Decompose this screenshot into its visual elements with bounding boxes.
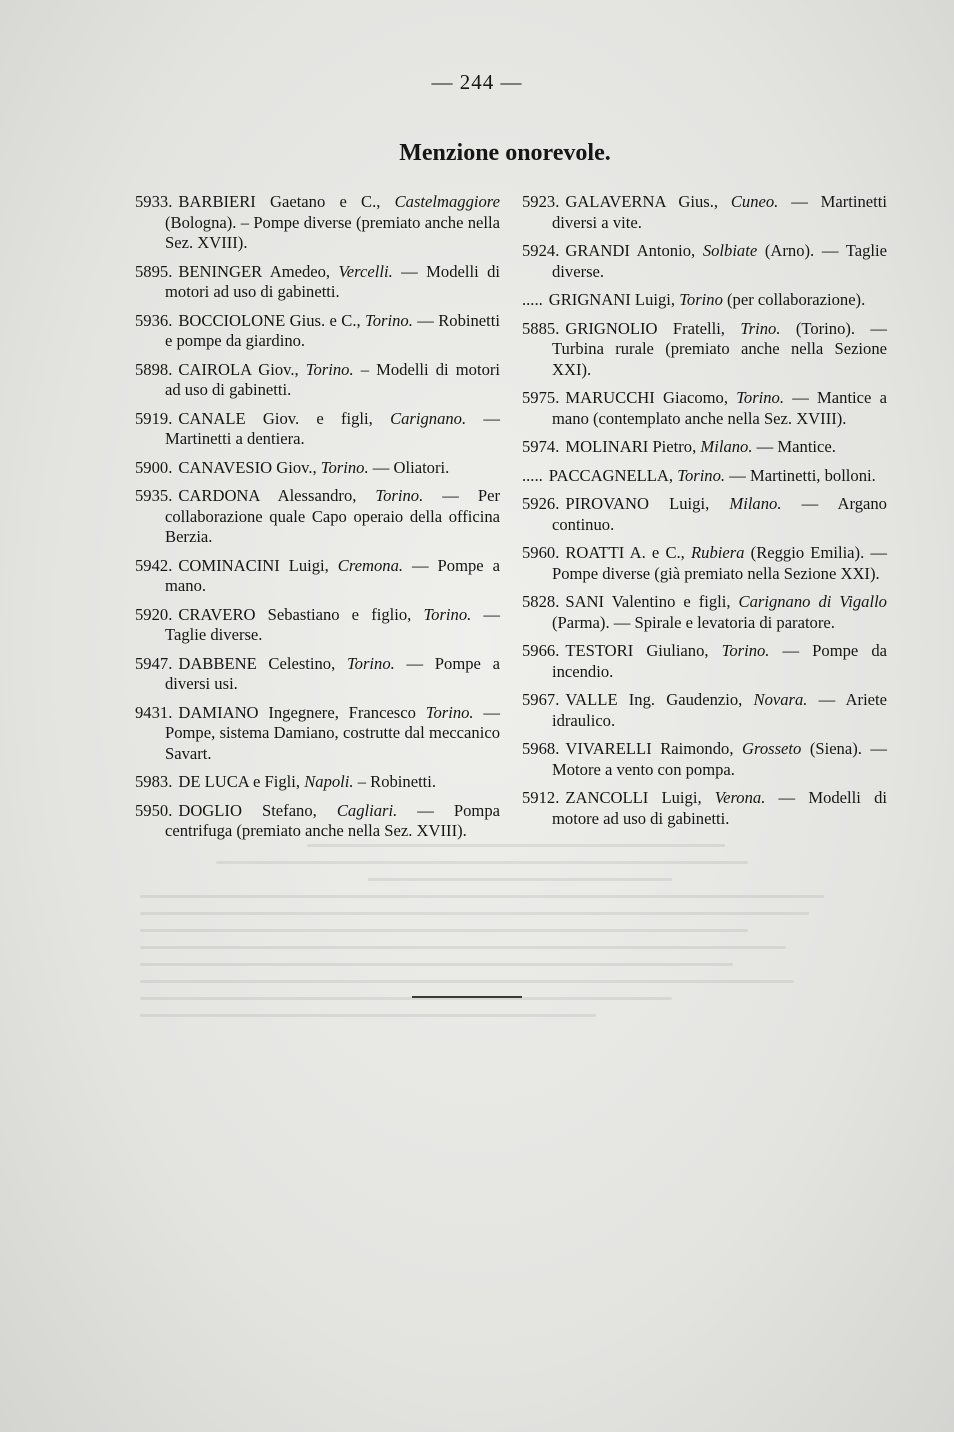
- list-entry: [522, 739, 887, 780]
- entry-number: 5926.: [522, 494, 560, 513]
- exhibitor-city: Torino.: [346, 653, 395, 673]
- exhibitor-name: TESTORI Giuliano,: [565, 641, 709, 660]
- exhibitor-name: GALAVERNA Gius.,: [565, 192, 719, 211]
- entry-number: 5967.: [522, 690, 560, 709]
- list-entry: [135, 311, 500, 352]
- exhibitor-city: Napoli.: [304, 772, 354, 791]
- exhibitor-name: PIROVANO Luigi,: [565, 494, 710, 513]
- entry-description: — Mantice.: [756, 437, 836, 456]
- list-entry: [522, 192, 887, 233]
- exhibitor-name: PACCAGNELLA,: [548, 465, 674, 485]
- exhibitor-city: Milano.: [700, 437, 753, 456]
- list-entry: [135, 192, 500, 254]
- list-entry: [135, 556, 500, 597]
- exhibitor-city: Torino.: [425, 702, 474, 722]
- entry-description: — Martinetti diversi a vite.: [552, 192, 887, 232]
- exhibitor-city: Torino.: [375, 486, 424, 505]
- entry-description: (Reggio Emilia). — Pompe diverse (già premiato nella Sezione XXI).: [552, 543, 887, 583]
- list-entry: [522, 690, 887, 731]
- entry-number: 5983.: [135, 772, 173, 791]
- list-entry: [522, 494, 887, 535]
- exhibitor-name: MOLINARI Pietro,: [565, 437, 697, 456]
- entry-description: (Bologna). – Pompe diverse (premiato anche nella Sez. XVIII).: [165, 212, 500, 252]
- list-entry: [135, 654, 500, 695]
- entry-description: — Pompe, sistema Damiano, costrutte dal meccanico Savart.: [165, 702, 500, 763]
- exhibitor-name: CARDONA Alessandro,: [178, 486, 357, 505]
- entry-description: — Martinetti, bolloni.: [729, 465, 876, 485]
- exhibitor-name: CANALE Giov. e figli,: [178, 408, 373, 428]
- entry-description: — Argano continuo.: [552, 494, 887, 534]
- list-entry: [135, 801, 500, 842]
- entry-number: 5885.: [522, 318, 560, 338]
- list-entry: [522, 788, 887, 829]
- exhibitor-name: SANI Valentino e figli,: [565, 592, 731, 611]
- exhibitor-name: BARBIERI Gaetano e C.,: [178, 192, 381, 211]
- exhibitor-city: Torino.: [736, 388, 784, 407]
- entry-number: 5936.: [135, 310, 173, 330]
- bleed-through-text: [140, 830, 900, 1250]
- exhibitor-city: Torino.: [721, 641, 770, 660]
- entry-number: 5920.: [135, 604, 173, 624]
- exhibitor-city: Cremona.: [337, 555, 404, 575]
- exhibitor-city: Solbiate: [702, 241, 758, 260]
- entry-number: 5919.: [135, 408, 173, 428]
- entry-number: 5895.: [135, 261, 173, 281]
- entry-description: — Per collaborazione quale Capo operaio della officina Berzia.: [165, 486, 500, 546]
- exhibitor-city: Torino.: [423, 604, 472, 624]
- exhibitor-city: Torino: [679, 290, 723, 309]
- section-heading: Menzione onorevole.: [399, 140, 611, 166]
- entry-description: — Pompe a diversi usi.: [165, 653, 500, 693]
- exhibitor-city: Castelmaggiore: [394, 192, 500, 211]
- exhibitor-name: VALLE Ing. Gaudenzio,: [565, 690, 743, 709]
- entry-number: 5924.: [522, 241, 560, 260]
- list-entry: [522, 641, 887, 682]
- list-entry: [135, 409, 500, 450]
- right-column: [522, 192, 887, 837]
- exhibitor-name: DE LUCA e Figli,: [178, 772, 301, 791]
- exhibitor-name: GRANDI Antonio,: [565, 241, 696, 260]
- exhibitor-name: ZANCOLLI Luigi,: [565, 788, 702, 807]
- exhibitor-name: DOGLIO Stefano,: [178, 800, 317, 820]
- list-entry: [522, 466, 887, 487]
- exhibitor-city: Verona.: [714, 788, 766, 807]
- exhibitor-name: COMINACINI Luigi,: [178, 555, 329, 575]
- horizontal-rule: [412, 996, 522, 998]
- list-entry: [522, 290, 887, 311]
- exhibitor-city: Grosseto: [742, 739, 802, 758]
- entry-number: 5942.: [135, 555, 173, 575]
- list-entry: [135, 703, 500, 765]
- entry-description: (Siena). — Motore a vento con pompa.: [552, 739, 887, 779]
- exhibitor-name: CRAVERO Sebastiano e figlio,: [178, 604, 412, 624]
- entry-number: 5974.: [522, 437, 560, 456]
- list-entry: [135, 772, 500, 793]
- entry-description: – Modelli di motori ad uso di gabinetti.: [165, 359, 501, 399]
- entry-number: 9431.: [135, 702, 173, 722]
- list-entry: [522, 241, 887, 282]
- exhibitor-city: Trino.: [740, 318, 781, 338]
- exhibitor-city: Torino.: [320, 457, 369, 477]
- entry-description: (Parma). — Spirale e levatoria di paratore.: [552, 612, 835, 632]
- entry-description: (per collaborazione).: [727, 290, 866, 309]
- entry-description: — Pompe da incendio.: [552, 641, 888, 681]
- entry-number: 5923.: [522, 192, 560, 211]
- list-entry: [135, 360, 500, 401]
- entry-description: — Pompa centrifuga (premiato anche nella Sez. XVIII).: [165, 800, 500, 840]
- entry-number: 5828.: [522, 592, 560, 611]
- exhibitor-city: Vercelli.: [338, 261, 393, 281]
- exhibitor-city: Milano.: [729, 494, 782, 513]
- list-entry: [135, 605, 500, 646]
- entry-description: — Oliatori.: [372, 457, 450, 477]
- entry-description: — Mantice a mano (contemplato anche nella Sez. XVIII).: [552, 388, 887, 428]
- entry-number: 5947.: [135, 653, 173, 673]
- exhibitor-city: Torino.: [305, 359, 354, 379]
- exhibitor-name: GRIGNOLIO Fratelli,: [565, 318, 725, 338]
- list-entry: [522, 543, 887, 584]
- entry-number: 5968.: [522, 739, 560, 758]
- entry-description: — Pompe a mano.: [165, 555, 500, 595]
- list-entry: [135, 458, 500, 479]
- exhibitor-name: CANAVESIO Giov.,: [178, 457, 317, 477]
- entry-number: 5935.: [135, 486, 173, 505]
- entry-description: — Ariete idraulico.: [552, 690, 888, 730]
- entry-number: 5950.: [135, 800, 173, 820]
- exhibitor-name: DAMIANO Ingegnere, Francesco: [178, 702, 416, 722]
- exhibitor-city: Carignano.: [390, 408, 467, 428]
- entry-number: 5912.: [522, 788, 560, 807]
- exhibitor-name: DABBENE Celestino,: [178, 653, 336, 673]
- entry-description: — Robinetti e pompe da giardino.: [165, 310, 500, 350]
- exhibitor-name: VIVARELLI Raimondo,: [565, 739, 734, 758]
- exhibitor-city: Cagliari.: [336, 800, 398, 820]
- entry-description: – Robinetti.: [357, 772, 437, 791]
- exhibitor-name: ROATTI A. e C.,: [565, 543, 685, 562]
- list-entry: [522, 319, 887, 381]
- list-entry: [135, 486, 500, 548]
- entry-number: 5898.: [135, 359, 173, 379]
- exhibitor-city: Rubiera: [691, 543, 745, 562]
- list-entry: [135, 262, 500, 303]
- entry-description: — Martinetti a dentiera.: [165, 408, 500, 448]
- entry-number: .....: [522, 465, 543, 485]
- entry-description: (Torino). — Turbina rurale (premiato anche nella Sezione XXI).: [552, 318, 888, 379]
- entry-number: 5960.: [522, 543, 560, 562]
- exhibitor-city: Torino.: [365, 310, 413, 330]
- list-entry: [522, 388, 887, 429]
- exhibitor-name: BENINGER Amedeo,: [178, 261, 331, 281]
- entry-number: .....: [522, 290, 543, 309]
- entry-number: 5900.: [135, 457, 173, 477]
- entry-description: — Modelli di motore ad uso di gabinetti.: [552, 788, 887, 828]
- exhibitor-city: Novara.: [753, 690, 808, 709]
- entry-number: 5975.: [522, 388, 560, 407]
- exhibitor-name: BOCCIOLONE Gius. e C.,: [178, 310, 361, 330]
- exhibitor-name: CAIROLA Giov.,: [178, 359, 299, 379]
- entry-number: 5966.: [522, 641, 560, 660]
- list-entry: [522, 592, 887, 633]
- exhibitor-name: MARUCCHI Giacomo,: [565, 388, 728, 407]
- exhibitor-city: Carignano di Vigallo: [738, 592, 887, 611]
- exhibitor-city: Torino.: [677, 465, 726, 485]
- entry-number: 5933.: [135, 192, 173, 211]
- exhibitor-name: GRIGNANI Luigi,: [548, 290, 676, 309]
- list-entry: [522, 437, 887, 458]
- entry-description: — Taglie diverse.: [165, 604, 501, 644]
- entry-description: — Modelli di motori ad uso di gabinetti.: [165, 261, 501, 301]
- exhibitor-city: Cuneo.: [730, 192, 779, 211]
- left-column: [135, 192, 500, 850]
- page-number: — 244 —: [431, 70, 523, 94]
- entry-description: (Arno). — Taglie diverse.: [552, 241, 887, 281]
